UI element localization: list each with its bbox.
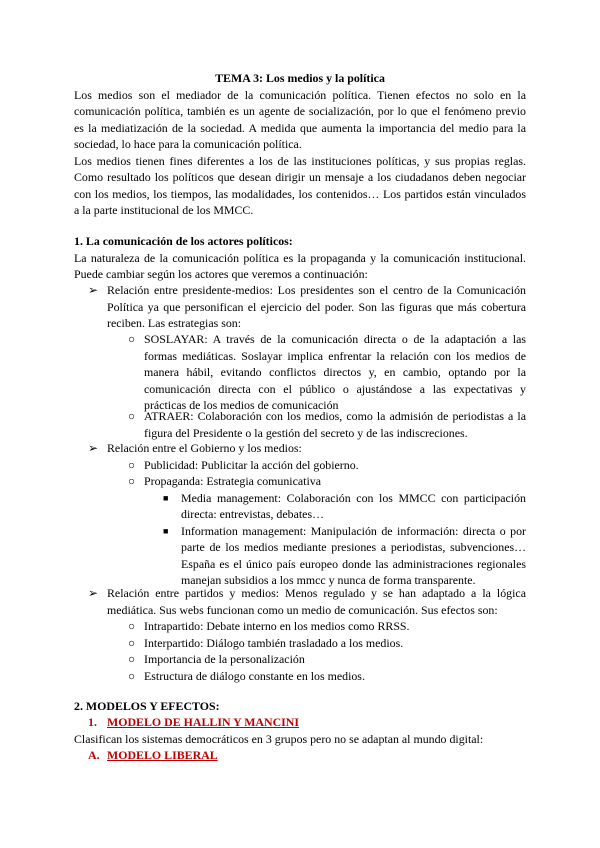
information-management-line: Information management: Manipulación de información: directa o por — [181, 523, 526, 538]
intro-line: a la parte institucional de los MMCC. — [74, 203, 254, 217]
effect-item: Interpartido: Diálogo también trasladado a los medios. — [144, 635, 404, 650]
circle-bullet-icon: ○ — [128, 474, 136, 488]
soslayar-line: comunicación directa con el público o ajustándose a las expectativas y — [144, 381, 526, 396]
circle-bullet-icon: ○ — [128, 668, 136, 683]
page-title: TEMA 3: Los medios y la política — [215, 71, 385, 85]
intro-line: Los medios tienen fines diferentes a los de las instituciones políticas, y sus propias reglas. — [74, 153, 526, 168]
effect-item: Importancia de la personalización — [144, 652, 305, 666]
arrow-bullet-icon: ➢ — [88, 586, 98, 600]
section-2-subA-letter: A. — [88, 748, 100, 762]
item-3-line: mediática. Sus webs funcionan como un medio de comunicación. Sus efectos son: — [107, 602, 498, 617]
intro-line: Los medios son el mediador de la comunicación política. Tienen efectos no solo en la — [74, 87, 526, 102]
circle-bullet-icon: ○ — [128, 619, 136, 633]
effect-item: Estructura de diálogo constante en los medios. — [144, 668, 365, 683]
section-2-heading: 2. MODELOS Y EFECTOS: — [74, 699, 220, 713]
soslayar-line: SOSLAYAR: A través de la comunicación directa o de la adaptación a las — [144, 332, 526, 346]
media-management-line: directa: entrevistas, debates… — [181, 507, 324, 521]
soslayar-line: prácticas de los medios de comunicación — [144, 398, 339, 412]
item-3-line: Relación entre partidos y medios: Menos regulado y se han adaptado a la lógica — [107, 586, 526, 600]
intro-line: comunicación política, también es un agente de socialización, por lo que el fenómeno previo — [74, 104, 526, 118]
circle-bullet-icon: ○ — [128, 652, 136, 666]
effect-item: Intrapartido: Debate interno en los medios como RRSS. — [144, 619, 410, 633]
information-management-line: parte de los medios mediante presiones a periodistas, subvenciones… — [181, 540, 526, 554]
circle-bullet-icon: ○ — [128, 409, 136, 423]
item-1-line: Relación entre presidente-medios: Los presidentes son el centro de la Comunicación — [107, 283, 526, 297]
soslayar-line: manera hábil, evitando conflictos directos y, en cambio, optando por la — [144, 365, 526, 379]
section-1-intro-line: Puede cambiar según los actores que veremos a continuación: — [74, 267, 368, 281]
model-hallin-mancini-heading: MODELO DE HALLIN Y MANCINI — [107, 715, 300, 729]
soslayar-line: formas mediáticas. Soslayar implica enfrentar la relación con los medios de — [144, 348, 526, 363]
atraer-line: figura del Presidente o la gestión del secreto y de las indiscreciones. — [144, 425, 468, 440]
intro-line: es la mediatización de la sociedad. A medida que aumenta la importancia del medio para la — [74, 120, 526, 135]
atraer-line: ATRAER: Colaboración con los medios, como la admisión de periodistas a la — [144, 409, 526, 423]
modelo-liberal-heading: MODELO LIBERAL — [107, 748, 218, 762]
item-1-line: Política ya que personifican el ejercicio del poder. Son las figuras que más cobertura — [107, 299, 526, 314]
section-1-intro-line: La naturaleza de la comunicación política es la propaganda y la comunicación institucional. — [74, 250, 526, 265]
arrow-bullet-icon: ➢ — [88, 283, 98, 297]
circle-bullet-icon: ○ — [128, 332, 136, 346]
item-1-line: reciben. Las estrategias son: — [107, 316, 242, 330]
section-1-heading: 1. La comunicación de los actores políticos: — [74, 234, 293, 248]
arrow-bullet-icon: ➢ — [88, 441, 98, 455]
circle-bullet-icon: ○ — [128, 635, 136, 650]
media-management-line: Media management: Colaboración con los MMCC con participación — [181, 490, 526, 505]
intro-line: sociedad, lo hace para la comunicación política. — [74, 137, 302, 151]
publicidad-line: Publicidad: Publicitar la acción del gobierno. — [144, 457, 359, 472]
section-2-text: Clasifican los sistemas democráticos en 3 grupos pero no se adaptan al mundo digital: — [74, 731, 484, 746]
square-bullet-icon: ■ — [163, 492, 169, 503]
item-2-line: Relación entre el Gobierno y los medios: — [107, 441, 302, 455]
circle-bullet-icon: ○ — [128, 457, 136, 472]
propaganda-line: Propaganda: Estrategia comunicativa — [144, 474, 321, 488]
information-management-line: manejan subsidios a los mmcc y nunca de forma transparente. — [181, 573, 476, 587]
section-2-sub1-number: 1. — [88, 715, 97, 729]
square-bullet-icon: ■ — [163, 525, 169, 536]
information-management-line: España es el único país europeo donde las administraciones regionales — [181, 556, 526, 571]
intro-line: Como resultado los políticos que desean dirigir un mensaje a los ciudadanos deben negociar — [74, 170, 526, 184]
intro-line: con los medios, los tiempos, las modalidades, los contenidos… Los partidos están vinculados — [74, 186, 526, 201]
